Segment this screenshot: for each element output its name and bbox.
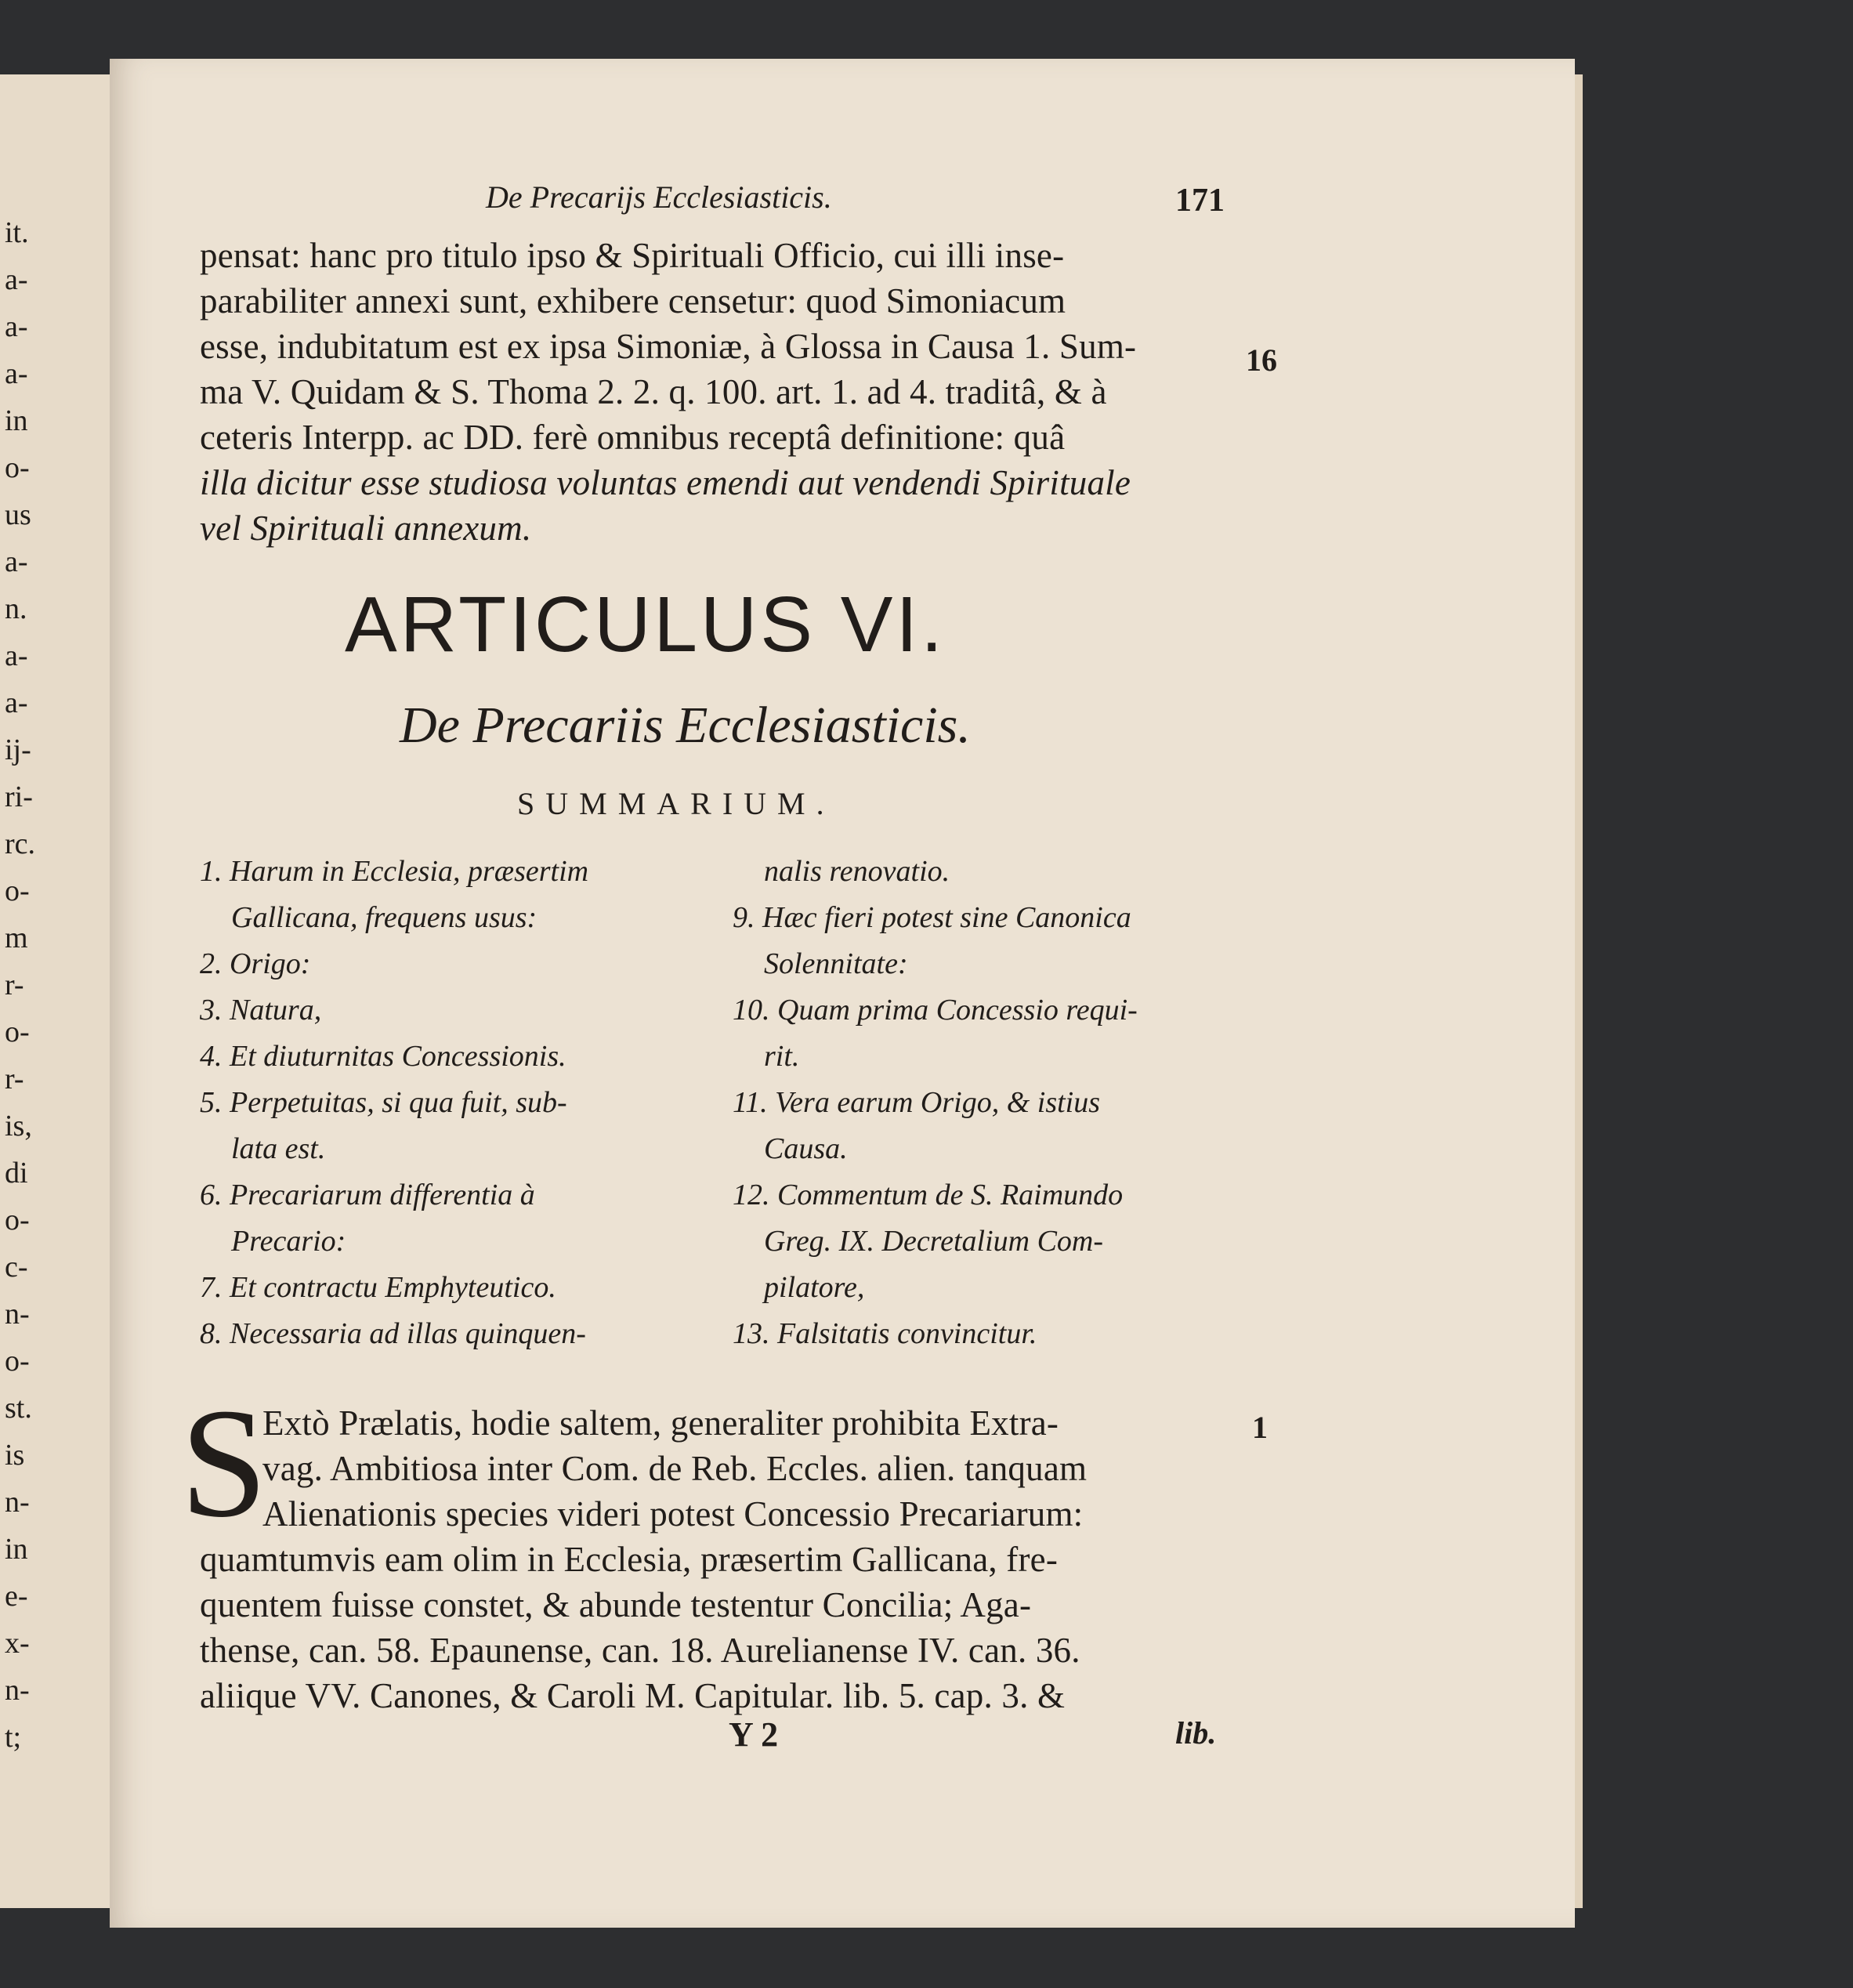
drop-cap: S [180,1377,268,1550]
intro-line: esse, indubitatum est ex ipsa Simoniæ, à Glossa in Causa 1. Sum- [200,327,1137,366]
margin-note-1: 1 [1252,1410,1268,1445]
left-page-fragment: a- [5,357,28,390]
summary-item: 4. Et diuturnitas Concessionis. [200,1040,566,1073]
left-page-fragment: n- [5,1298,30,1331]
intro-line: vel Spirituali annexum. [200,509,532,548]
summary-item: nalis renovatio. [764,855,950,888]
article-heading: ARTICULUS VI. [345,581,946,668]
left-page-fragment: e- [5,1580,28,1613]
article-subheading: De Precariis Ecclesiasticis. [400,697,971,754]
left-page-fragment: n- [5,1674,30,1707]
left-page-fragment: o- [5,1204,30,1237]
left-page-fragment: a- [5,686,28,719]
left-page-fragment: m [5,922,28,954]
intro-line: parabiliter annexi sunt, exhibere censetur: quod Simoniacum [200,281,1066,320]
left-page-fragment: o- [5,1345,30,1378]
summary-item: 5. Perpetuitas, si qua fuit, sub- [200,1086,567,1119]
body-line: Extò Prælatis, hodie saltem, generaliter prohibita Extra- [262,1403,1059,1443]
summary-item: 3. Natura, [200,994,322,1027]
summary-item: 10. Quam prima Concessio requi- [733,994,1138,1027]
signature-mark: Y 2 [729,1715,779,1754]
summary-item: 9. Hæc fieri potest sine Canonica [733,901,1131,934]
left-page-fragment: rc. [5,827,36,860]
left-page-fragment: ij- [5,733,31,766]
intro-line: pensat: hanc pro titulo ipso & Spirituali Officio, cui illi inse- [200,236,1065,275]
intro-line: illa dicitur esse studiosa voluntas emendi aut vendendi Spirituale [200,463,1131,502]
summary-item: Gallicana, frequens usus: [231,901,537,934]
summary-item: 13. Falsitatis convincitur. [733,1317,1037,1350]
summary-item: Solennitate: [764,947,908,980]
summary-item: 11. Vera earum Origo, & istius [733,1086,1101,1119]
summary-item: rit. [764,1040,800,1073]
summarium-title: SUMMARIUM. [517,786,835,821]
left-page-fragment: o- [5,875,30,907]
left-page-fragment: ri- [5,780,33,813]
body-line: aliique VV. Canones, & Caroli M. Capitular. lib. 5. cap. 3. & [200,1676,1066,1715]
summary-item: 7. Et contractu Emphyteutico. [200,1271,556,1304]
left-page [0,74,122,1908]
left-page-fragment: a- [5,263,28,296]
left-page-fragment: n- [5,1486,30,1519]
left-page-fragment: a- [5,310,28,343]
left-page-fragment: in [5,404,28,437]
left-page-fragment: is, [5,1110,32,1142]
folio-number: 171 [1175,183,1225,219]
summary-item: 1. Harum in Ecclesia, præsertim [200,855,589,888]
summary-item: lata est. [231,1132,326,1165]
left-page-fragment: in [5,1533,28,1566]
left-page-fragment: st. [5,1392,32,1425]
left-page-fragment: r- [5,1063,24,1095]
summary-item: Causa. [764,1132,848,1165]
left-page-fragment: x- [5,1627,30,1660]
left-page-fragment: o- [5,1016,30,1048]
summary-item: Precario: [231,1225,346,1258]
left-page-fragment: a- [5,545,28,578]
body-line: thense, can. 58. Epaunense, can. 18. Aurelianense IV. can. 36. [200,1631,1080,1670]
left-page-fragment: t; [5,1721,22,1754]
body-line: Alienationis species videri potest Concessio Precariarum: [262,1494,1084,1534]
summary-item: 6. Precariarum differentia à [200,1179,535,1211]
summary-item: 2. Origo: [200,947,311,980]
left-page-fragment: is [5,1439,25,1472]
summary-item: 12. Commentum de S. Raimundo [733,1179,1124,1211]
summary-item: pilatore, [764,1271,865,1304]
intro-line: ma V. Quidam & S. Thoma 2. 2. q. 100. art. 1. ad 4. traditâ, & à [200,372,1107,411]
left-page-fragment: us [5,498,31,531]
left-page-fragment: di [5,1157,28,1190]
body-line: vag. Ambitiosa inter Com. de Reb. Eccles. alien. tanquam [262,1449,1088,1488]
left-page-fragment: o- [5,451,30,484]
left-page-fragment: n. [5,592,27,625]
summary-item: 8. Necessaria ad illas quinquen- [200,1317,586,1350]
margin-note-16: 16 [1246,342,1277,378]
intro-line: ceteris Interpp. ac DD. ferè omnibus receptâ definitione: quâ [200,418,1066,457]
left-page-fragment: it. [5,216,29,249]
running-head: De Precarijs Ecclesiasticis. [486,179,832,215]
summary-item: Greg. IX. Decretalium Com- [764,1225,1104,1258]
catchword: lib. [1175,1715,1217,1751]
left-page-fragment: r- [5,969,24,1001]
left-page-fragment: a- [5,639,28,672]
body-line: quamtumvis eam olim in Ecclesia, præsertim Gallicana, fre- [200,1540,1059,1579]
left-page-fragment: c- [5,1251,28,1284]
body-line: quentem fuisse constet, & abunde testentur Concilia; Aga- [200,1585,1032,1624]
